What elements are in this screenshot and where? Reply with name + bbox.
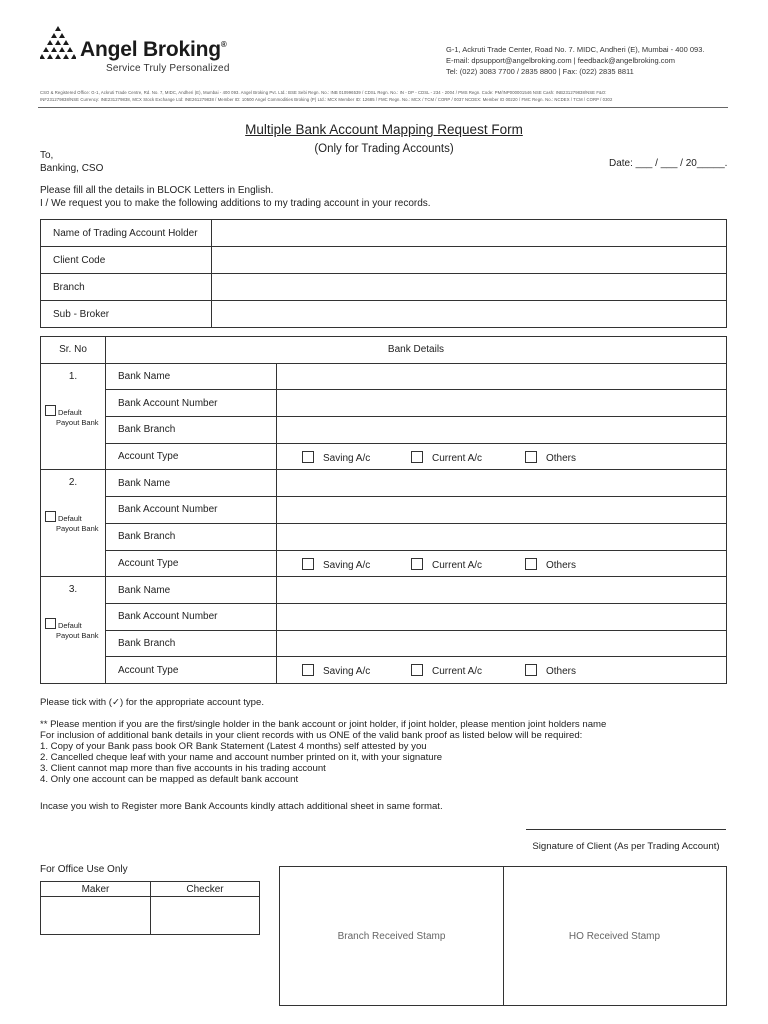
others-checkbox[interactable] (525, 558, 537, 570)
bank-name-field[interactable] (277, 470, 727, 497)
header-divider (38, 107, 728, 108)
others-checkbox[interactable] (525, 664, 537, 676)
sr-number: 2. (68, 477, 78, 489)
brand-tagline: Service Truly Personalized (106, 63, 230, 74)
current-account-option[interactable]: Current A/c (411, 664, 482, 677)
branch-field[interactable] (212, 274, 727, 301)
note-line-6: 4. Only one account can be mapped as default bank account (40, 774, 299, 785)
current-account-option[interactable]: Current A/c (411, 451, 482, 464)
maker-checker-table (40, 881, 260, 935)
bank-account-number-field[interactable] (277, 497, 727, 524)
bank-account-number-label: Bank Account Number (106, 603, 277, 630)
bank-branch-label: Bank Branch (106, 630, 277, 657)
intro-request: I / We request you to make the following additions to my trading account in your records. (40, 198, 431, 209)
saving-checkbox[interactable] (302, 451, 314, 463)
bank-account-number-field[interactable] (277, 603, 727, 630)
tick-instruction: Please tick with (✓) for the appropriate account type. (40, 697, 265, 708)
account-type-label: Account Type (106, 657, 277, 684)
default-payout-checkbox[interactable] (45, 405, 56, 416)
note-line-1: ** Please mention if you are the first/single holder in the bank account or joint holder, if joint holder, please mention joint holders name (40, 719, 607, 730)
signature-line[interactable] (526, 829, 726, 830)
default-payout-checkbox[interactable] (45, 511, 56, 522)
others-account-option[interactable]: Others (525, 451, 576, 464)
bank-account-number-label: Bank Account Number (106, 497, 277, 524)
default-payout-checkbox[interactable] (45, 618, 56, 629)
others-checkbox[interactable] (525, 451, 537, 463)
others-account-option[interactable]: Others (525, 664, 576, 677)
bank-details-table (40, 336, 727, 684)
ho-received-stamp: HO Received Stamp (568, 930, 661, 942)
date-field[interactable]: Date: ___ / ___ / 20_____. (609, 158, 728, 169)
bank-name-label: Bank Name (106, 363, 277, 390)
account-type-options (277, 657, 727, 684)
bank-name-label: Bank Name (106, 577, 277, 604)
bank-branch-field[interactable] (277, 630, 727, 657)
brand-name: Angel Broking® (80, 38, 227, 61)
bank-details-header: Bank Details (106, 337, 727, 364)
default-payout-option[interactable]: Default Payout Bank (45, 618, 99, 641)
bank-name-label: Bank Name (106, 470, 277, 497)
account-type-options (277, 443, 727, 470)
note-line-2: For inclusion of additional bank details in your client records with us ONE of the valid bank proof as listed below will be required: (40, 730, 583, 741)
branch-received-stamp: Branch Received Stamp (337, 930, 446, 942)
bank-entry-2-sr (41, 470, 106, 577)
recipient-line: Banking, CSO (40, 163, 104, 174)
client-code-label: Client Code (41, 247, 212, 274)
current-checkbox[interactable] (411, 451, 423, 463)
signature-label: Signature of Client (As per Trading Account) (532, 841, 720, 852)
bank-name-field[interactable] (277, 577, 727, 604)
to-line: To, (40, 150, 54, 161)
account-holder-table (40, 219, 727, 328)
maker-header: Maker (41, 882, 151, 897)
form-subtitle: (Only for Trading Accounts) (314, 143, 454, 155)
checker-header: Checker (151, 882, 260, 897)
stamp-box (279, 866, 727, 1006)
registration-line-2: INF231279838/NSE Currency: INE231279838, MCX Stock Exchange Ltd: INE261279838 / Member ID: 10500 Angel Commodities Broking (P) Ltd.: MCX Member ID: 12685 / FMC Regn. No.: MCX / TCM / CORP / 0037 NCDEX: Member ID 00220 / FMC Regn. No.: NCDEX / TCM / CORP / 0302 (40, 97, 613, 102)
bank-entry-1-sr (41, 363, 106, 470)
note-line-3: 1. Copy of your Bank pass book OR Bank Statement (Latest 4 months) self attested by you (40, 741, 427, 752)
form-title: Multiple Bank Account Mapping Request Form (245, 122, 523, 137)
saving-account-option[interactable]: Saving A/c (302, 451, 370, 464)
bank-account-number-field[interactable] (277, 390, 727, 417)
sr-number: 3. (68, 584, 78, 596)
maker-field[interactable] (41, 897, 151, 935)
bank-name-field[interactable] (277, 363, 727, 390)
client-code-field[interactable] (212, 247, 727, 274)
account-type-options (277, 550, 727, 577)
intro-instruction: Please fill all the details in BLOCK Letters in English. (40, 185, 274, 196)
sub-broker-label: Sub - Broker (41, 301, 212, 328)
saving-checkbox[interactable] (302, 664, 314, 676)
address-line-3: Tel: (022) 3083 7700 / 2835 8800 | Fax: (022) 2835 8811 (446, 67, 634, 76)
account-type-label: Account Type (106, 443, 277, 470)
address-line-1: G-1, Ackruti Trade Center, Road No. 7. MIDC, Andheri (E), Mumbai - 400 093. (446, 45, 705, 54)
account-holder-name-label: Name of Trading Account Holder (41, 220, 212, 247)
account-type-label: Account Type (106, 550, 277, 577)
sub-broker-field[interactable] (212, 301, 727, 328)
bank-branch-label: Bank Branch (106, 417, 277, 444)
others-account-option[interactable]: Others (525, 558, 576, 571)
saving-account-option[interactable]: Saving A/c (302, 558, 370, 571)
saving-checkbox[interactable] (302, 558, 314, 570)
bank-branch-label: Bank Branch (106, 523, 277, 550)
address-line-2: E-mail: dpsupport@angelbroking.com | feedback@angelbroking.com (446, 56, 675, 65)
bank-branch-field[interactable] (277, 523, 727, 550)
angel-broking-logo-icon (40, 26, 76, 60)
current-checkbox[interactable] (411, 664, 423, 676)
saving-account-option[interactable]: Saving A/c (302, 664, 370, 677)
office-use-title: For Office Use Only (40, 864, 128, 875)
checker-field[interactable] (151, 897, 260, 935)
current-account-option[interactable]: Current A/c (411, 558, 482, 571)
default-payout-option[interactable]: Default Payout Bank (45, 511, 99, 534)
note-line-4: 2. Cancelled cheque leaf with your name and account number printed on it, with your signature (40, 752, 443, 763)
bank-account-number-label: Bank Account Number (106, 390, 277, 417)
default-payout-option[interactable]: Default Payout Bank (45, 405, 99, 428)
branch-label: Branch (41, 274, 212, 301)
register-more-note: Incase you wish to Register more Bank Accounts kindly attach additional sheet in same format. (40, 801, 443, 812)
bank-entry-3-sr (41, 577, 106, 684)
note-line-5: 3. Client cannot map more than five accounts in his trading account (40, 763, 326, 774)
current-checkbox[interactable] (411, 558, 423, 570)
bank-branch-field[interactable] (277, 417, 727, 444)
sr-no-header: Sr. No (41, 337, 106, 364)
registration-line-1: CSO & Registered Office: G-1, Ackruti Trade Centre, Rd. No. 7, MIDC, Andheri (E), Mumbai - 400 093. Angel Broking Pvt. Ltd.: BSE Sebi Regn. No.: INB 010996539 / CDSL Regn. No.: IN - DP - CDSL - 234 - 2004 / PMS Regn. Code: PM/INP000001546 NSE Cash: INB231279838/NSE F&O: (40, 90, 607, 95)
account-holder-name-field[interactable] (212, 220, 727, 247)
sr-number: 1. (68, 370, 78, 382)
